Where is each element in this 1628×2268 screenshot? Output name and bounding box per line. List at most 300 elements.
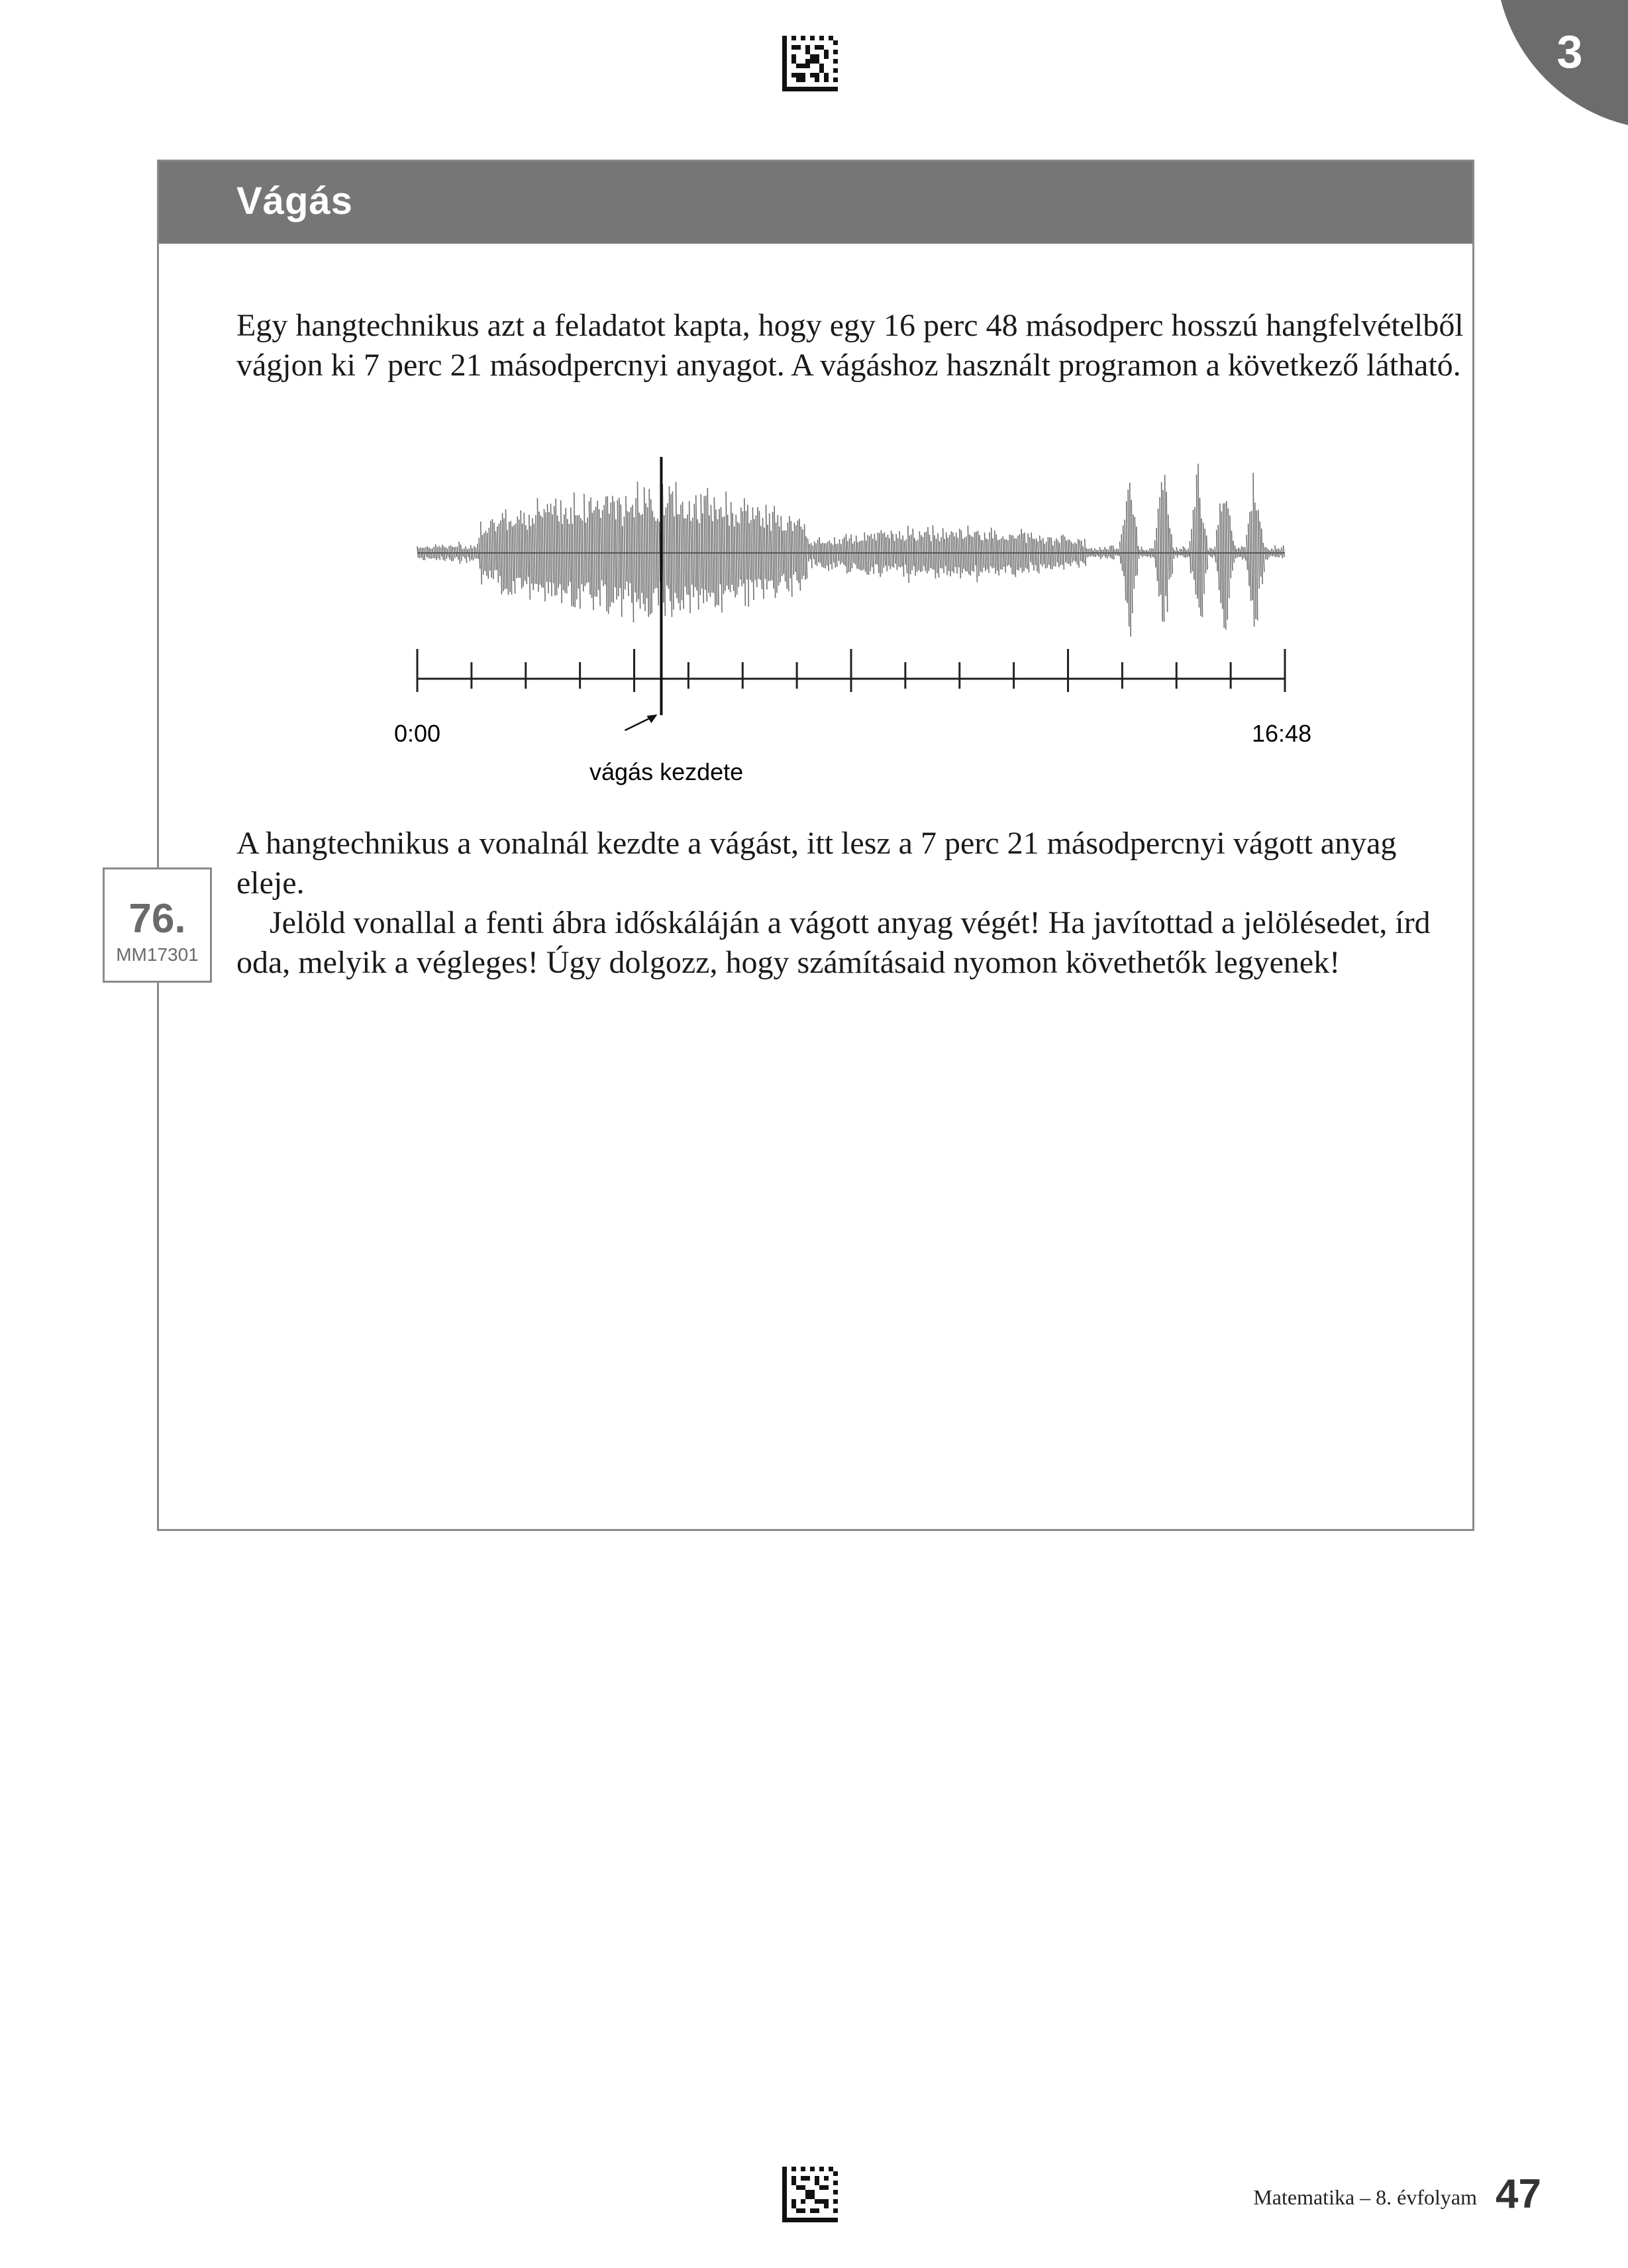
waveform-sample — [629, 512, 631, 583]
waveform-sample — [626, 496, 627, 581]
waveform-sample — [492, 519, 493, 579]
waveform-sample — [444, 546, 445, 561]
waveform-sample — [836, 544, 837, 567]
waveform-sample — [517, 517, 519, 578]
waveform-figure[interactable] — [378, 444, 1331, 801]
waveform-sample — [706, 495, 707, 601]
waveform-sample — [776, 522, 778, 593]
waveform-sample — [589, 501, 591, 595]
footer-subject: Matematika – 8. évfolyam — [1253, 2185, 1477, 2209]
waveform-sample — [738, 522, 739, 587]
waveform-sample — [1038, 542, 1039, 574]
waveform-sample — [1063, 534, 1064, 569]
waveform-sample — [552, 515, 554, 583]
waveform-sample — [601, 518, 602, 580]
waveform-sample — [417, 546, 419, 558]
waveform-sample — [1072, 542, 1073, 562]
waveform-sample — [669, 486, 670, 601]
waveform-sample — [1011, 535, 1013, 574]
waveform-sample — [649, 489, 650, 615]
waveform-sample — [1230, 516, 1231, 579]
waveform-sample — [1192, 529, 1193, 571]
waveform-sample — [933, 525, 934, 569]
waveform-sample — [1065, 536, 1066, 562]
waveform-sample — [748, 505, 749, 607]
waveform-sample — [780, 526, 781, 582]
waveform-sample — [558, 516, 559, 588]
waveform-sample — [1227, 501, 1228, 620]
waveform-sample — [513, 526, 514, 581]
waveform-sample — [744, 498, 746, 606]
waveform-sample — [511, 521, 512, 595]
waveform — [417, 464, 1285, 636]
waveform-sample — [896, 534, 897, 569]
waveform-sample — [1141, 547, 1143, 558]
waveform-sample — [908, 526, 909, 583]
waveform-sample — [819, 537, 821, 563]
waveform-sample — [986, 538, 988, 569]
waveform-sample — [641, 515, 642, 593]
waveform-sample — [427, 546, 429, 558]
waveform-sample — [937, 538, 938, 573]
waveform-sample — [1031, 532, 1033, 565]
waveform-sample — [524, 513, 525, 581]
waveform-sample — [759, 511, 760, 580]
waveform-sample — [873, 538, 874, 573]
waveform-sample — [1066, 541, 1068, 564]
waveform-sample — [533, 518, 534, 591]
waveform-sample — [976, 532, 978, 582]
timeline-axis — [417, 457, 1285, 730]
waveform-sample — [726, 491, 727, 585]
waveform-sample — [1068, 540, 1070, 564]
waveform-sample — [644, 487, 646, 611]
waveform-sample — [774, 506, 776, 598]
waveform-sample — [866, 540, 868, 574]
waveform-sample — [1275, 546, 1276, 558]
waveform-sample — [754, 519, 756, 580]
waveform-sample — [686, 518, 687, 595]
waveform-sample — [431, 548, 432, 559]
waveform-sample — [581, 518, 582, 585]
waveform-sample — [1201, 518, 1203, 617]
waveform-sample — [587, 518, 589, 582]
waveform-sample — [856, 536, 858, 569]
waveform-sample — [1233, 541, 1235, 563]
waveform-sample — [501, 520, 502, 595]
waveform-sample — [516, 524, 517, 579]
waveform-sample — [469, 548, 470, 561]
waveform-sample — [884, 532, 886, 566]
waveform-sample — [883, 534, 884, 568]
waveform-sample — [487, 533, 489, 579]
waveform-sample — [672, 491, 674, 609]
waveform-sample — [1110, 546, 1111, 558]
waveform-sample — [617, 500, 619, 596]
waveform-sample — [881, 530, 882, 573]
waveform-sample — [636, 499, 637, 603]
waveform-sample — [935, 535, 936, 578]
waveform-sample — [494, 523, 495, 571]
waveform-sample — [831, 543, 833, 569]
waveform-sample — [895, 541, 896, 564]
waveform-sample — [582, 520, 584, 591]
waveform-sample — [797, 520, 799, 583]
waveform-sample — [572, 524, 574, 607]
waveform-sample — [1053, 545, 1054, 566]
waveform-sample — [771, 531, 772, 581]
waveform-sample — [1021, 529, 1023, 573]
waveform-sample — [990, 532, 991, 566]
waveform-sample — [838, 544, 839, 561]
waveform-sample — [1250, 512, 1251, 601]
waveform-sample — [579, 515, 580, 609]
waveform-sample — [1137, 526, 1138, 575]
waveform-sample — [635, 517, 636, 593]
waveform-sample — [709, 516, 711, 597]
waveform-sample — [842, 539, 844, 565]
waveform-sample — [799, 518, 801, 591]
waveform-sample — [1030, 537, 1031, 562]
waveform-sample — [1128, 490, 1129, 626]
waveform-sample — [549, 512, 550, 582]
waveform-sample — [858, 542, 859, 569]
waveform-sample — [746, 511, 747, 580]
waveform-sample — [966, 536, 968, 571]
waveform-sample — [499, 524, 500, 576]
waveform-sample — [861, 540, 862, 571]
waveform-sample — [658, 518, 659, 605]
waveform-sample — [507, 530, 509, 595]
waveform-sample — [1172, 534, 1173, 574]
waveform-sample — [638, 481, 639, 599]
waveform-sample — [1019, 534, 1021, 567]
task-intro — [236, 306, 1468, 385]
waveform-sample — [497, 526, 499, 583]
waveform-sample — [539, 512, 540, 585]
waveform-sample — [1015, 538, 1016, 577]
task-intro-text: Egy hangtechnikus azt a feladatot kapta, hogy egy 16 perc 48 másodperc hosszú hangfelvételből vágjon ki 7 perc 21 másodpercnyi anyagot. A vágáshoz használt programon a következő látható. — [236, 308, 1464, 383]
waveform-sample — [906, 540, 907, 573]
task-body — [236, 824, 1468, 983]
waveform-sample — [676, 482, 678, 599]
waveform-sample — [1058, 540, 1059, 567]
waveform-sample — [591, 497, 592, 598]
waveform-sample — [1037, 538, 1038, 571]
waveform-sample — [733, 513, 734, 591]
waveform-sample — [916, 541, 917, 572]
waveform-sample — [1168, 515, 1170, 579]
waveform-sample — [773, 512, 774, 589]
waveform-sample — [761, 526, 762, 589]
waveform-sample — [806, 536, 807, 579]
waveform-sample — [1080, 540, 1081, 562]
waveform-sample — [789, 516, 791, 578]
waveform-sample — [472, 548, 474, 561]
task-number: 76. — [128, 896, 186, 942]
waveform-sample — [728, 515, 729, 589]
waveform-sample — [868, 535, 869, 575]
waveform-sample — [1215, 547, 1216, 563]
waveform-sample — [1092, 548, 1093, 556]
waveform-sample — [609, 514, 611, 607]
waveform-sample — [1252, 511, 1253, 601]
waveform-sample — [519, 520, 521, 578]
waveform-sample — [1197, 475, 1198, 599]
waveform-sample — [1262, 528, 1263, 584]
waveform-sample — [1198, 464, 1199, 607]
waveform-sample — [574, 493, 576, 607]
waveform-sample — [1165, 475, 1166, 596]
waveform-sample — [571, 507, 572, 606]
waveform-sample — [809, 544, 811, 560]
waveform-sample — [652, 511, 654, 593]
waveform-sample — [818, 540, 819, 562]
waveform-sample — [970, 534, 971, 575]
waveform-sample — [642, 514, 644, 604]
waveform-sample — [668, 503, 669, 589]
waveform-sample — [1255, 503, 1256, 619]
waveform-sample — [954, 536, 956, 567]
waveform-sample — [656, 521, 657, 588]
waveform-sample — [968, 526, 969, 575]
waveform-sample — [604, 505, 605, 585]
waveform-sample — [596, 507, 597, 597]
waveform-sample — [1218, 525, 1219, 591]
task-body-2: Jelöld vonallal a fenti ábra időskáláján a vágott anyag végét! Ha javítottad a jelölésedet, írd oda, melyik a végleges! Úgy dolgozz, hogy számításaid nyomon követhetők legyenek! — [236, 905, 1431, 980]
waveform-sample — [719, 509, 721, 585]
waveform-sample — [562, 524, 564, 590]
waveform-sample — [526, 525, 527, 584]
waveform-sample — [523, 524, 524, 587]
waveform-sample — [551, 504, 552, 597]
waveform-sample — [825, 543, 826, 568]
waveform-sample — [961, 530, 962, 573]
waveform-sample — [721, 507, 723, 613]
waveform-sample — [763, 518, 764, 599]
waveform-sample — [607, 496, 609, 614]
waveform-sample — [886, 537, 888, 571]
waveform-sample — [1123, 526, 1125, 576]
page-number: 47 — [1496, 2171, 1541, 2217]
waveform-sample — [931, 541, 933, 569]
waveform-sample — [1076, 544, 1078, 565]
waveform-sample — [704, 496, 705, 589]
waveform-sample — [711, 505, 712, 593]
waveform-sample — [929, 535, 931, 568]
waveform-sample — [871, 534, 872, 567]
waveform-sample — [821, 544, 823, 567]
waveform-sample — [1245, 547, 1246, 561]
waveform-sample — [544, 509, 546, 602]
waveform-sample — [1083, 546, 1084, 564]
waveform-sample — [426, 547, 427, 557]
waveform-sample — [1223, 503, 1225, 628]
waveform-sample — [791, 521, 792, 597]
waveform-sample — [619, 498, 621, 589]
waveform-sample — [751, 520, 752, 582]
waveform-sample — [729, 526, 731, 593]
waveform-sample — [613, 496, 614, 603]
waveform-sample — [631, 507, 633, 603]
waveform-sample — [723, 517, 724, 594]
waveform-sample — [716, 509, 717, 605]
waveform-sample — [1130, 483, 1131, 636]
waveform-sample — [844, 537, 846, 566]
waveform-sample — [1009, 534, 1011, 567]
waveform-sample — [466, 546, 467, 563]
waveform-sample — [983, 540, 984, 567]
waveform-sample — [509, 522, 511, 592]
waveform-sample — [1054, 541, 1056, 567]
waveform-sample — [1260, 522, 1261, 577]
waveform-sample — [919, 531, 921, 571]
waveform-sample — [1046, 542, 1048, 567]
waveform-sample — [606, 497, 607, 611]
waveform-sample — [693, 518, 694, 597]
waveform-sample — [1048, 537, 1049, 565]
waveform-sample — [1166, 492, 1168, 613]
waveform-sample — [576, 515, 577, 599]
waveform-sample — [839, 540, 840, 565]
waveform-sample — [863, 540, 864, 569]
task-title: Vágás — [236, 179, 353, 222]
waveform-sample — [816, 543, 817, 566]
waveform-sample — [537, 498, 538, 592]
waveform-sample — [491, 521, 492, 578]
waveform-sample — [599, 509, 601, 606]
waveform-sample — [633, 505, 634, 622]
section-number: 3 — [1556, 26, 1583, 77]
waveform-sample — [506, 509, 507, 589]
cut-start-label: vágás kezdete — [589, 758, 744, 785]
waveform-sample — [674, 517, 676, 593]
waveform-sample — [742, 511, 744, 583]
waveform-sample — [556, 499, 557, 595]
task-code: MM17301 — [116, 944, 199, 965]
waveform-sample — [1239, 548, 1240, 557]
waveform-sample — [903, 536, 904, 577]
waveform-sample — [1061, 536, 1062, 565]
waveform-sample — [1117, 548, 1118, 555]
waveform-sample — [666, 507, 667, 585]
waveform-sample — [1256, 511, 1258, 620]
waveform-sample — [786, 530, 788, 589]
waveform-sample — [1182, 549, 1183, 556]
waveform-sample — [823, 543, 824, 568]
waveform-sample — [758, 507, 759, 579]
waveform-sample — [940, 541, 941, 568]
waveform-sample — [503, 513, 504, 591]
waveform-sample — [1203, 522, 1205, 594]
waveform-sample — [548, 504, 549, 593]
waveform-sample — [489, 528, 490, 571]
waveform-sample — [913, 528, 914, 566]
waveform-sample — [593, 513, 594, 610]
waveform-sample — [781, 516, 782, 576]
waveform-sample — [482, 535, 483, 575]
waveform-sample — [851, 534, 852, 568]
waveform-sample — [973, 537, 974, 572]
waveform-sample — [880, 533, 881, 577]
waveform-sample — [529, 515, 531, 599]
waveform-sample — [1163, 490, 1164, 622]
waveform-sample — [718, 519, 719, 605]
waveform-sample — [1155, 540, 1156, 567]
waveform-sample — [683, 502, 684, 609]
waveform-sample — [1195, 507, 1196, 595]
waveform-sample — [623, 526, 624, 599]
datamatrix-top-icon — [782, 36, 838, 91]
waveform-sample — [616, 519, 617, 599]
waveform-sample — [1016, 538, 1017, 569]
waveform-sample — [1205, 528, 1206, 573]
waveform-sample — [707, 488, 709, 593]
waveform-sample — [566, 508, 567, 594]
waveform-sample — [736, 515, 737, 595]
waveform-sample — [784, 530, 786, 581]
waveform-sample — [982, 540, 983, 572]
waveform-sample — [1056, 538, 1058, 563]
waveform-sample — [1183, 546, 1184, 558]
waveform-sample — [680, 515, 681, 611]
waveform-sample — [671, 494, 672, 617]
waveform-sample — [561, 501, 562, 603]
waveform-sample — [1248, 524, 1250, 586]
waveform-sample — [1035, 539, 1036, 565]
waveform-sample — [752, 507, 754, 600]
waveform-sample — [1060, 543, 1061, 566]
waveform-sample — [639, 513, 640, 609]
waveform-sample — [850, 538, 851, 572]
waveform-sample — [424, 548, 425, 560]
waveform-sample — [452, 547, 454, 561]
timeline-start-label: 0:00 — [394, 720, 441, 747]
waveform-sample — [992, 528, 993, 569]
waveform-sample — [1040, 536, 1041, 565]
waveform-sample — [1253, 473, 1254, 626]
waveform-sample — [1193, 510, 1194, 580]
waveform-sample — [888, 534, 889, 566]
waveform-sample — [689, 501, 691, 613]
waveform-sample — [778, 515, 779, 586]
waveform-sample — [1082, 540, 1083, 562]
waveform-sample — [938, 533, 939, 577]
waveform-sample — [928, 527, 929, 571]
waveform-sample — [805, 524, 806, 580]
task-title-bar — [159, 162, 1472, 244]
waveform-sample — [646, 503, 647, 598]
waveform-sample — [1180, 549, 1181, 556]
waveform-sample — [964, 538, 966, 571]
waveform-sample — [995, 530, 996, 573]
waveform-sample — [848, 541, 849, 572]
waveform-sample — [703, 513, 704, 603]
waveform-sample — [756, 516, 757, 587]
waveform-sample — [1162, 482, 1163, 621]
waveform-sample — [1266, 548, 1268, 560]
waveform-sample — [951, 531, 952, 571]
waveform-sample — [546, 513, 547, 582]
waveform-sample — [662, 484, 664, 603]
waveform-sample — [521, 511, 522, 589]
waveform-sample — [1125, 520, 1126, 601]
waveform-sample — [648, 507, 649, 617]
waveform-sample — [621, 505, 622, 617]
waveform-sample — [713, 521, 714, 593]
waveform-sample — [770, 513, 771, 581]
waveform-sample — [578, 515, 579, 589]
